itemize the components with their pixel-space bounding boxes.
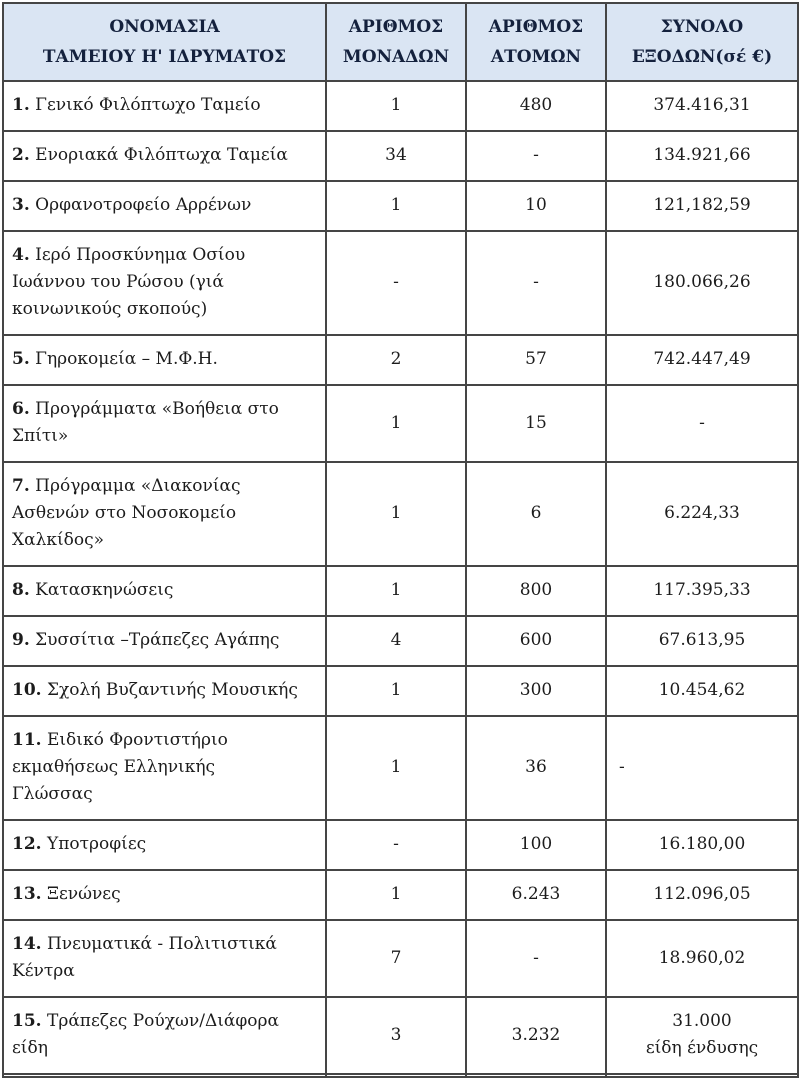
row-number: 4. [12,245,30,265]
units-cell: 1 [326,385,466,462]
table-row [3,231,798,335]
fund-name: Συσσίτια –Τράπεζες Αγάπης [35,630,280,650]
row-number: 7. [12,476,30,496]
fund-name: Γηροκομεία – Μ.Φ.Η. [35,349,218,369]
persons-cell: 6 [466,462,606,566]
persons-cell: 480 [466,81,606,131]
units-cell: 1 [326,716,466,820]
row-number: 15. [12,1011,42,1031]
fund-name: Ξενώνες [46,884,121,904]
units-cell: 2 [326,335,466,385]
units-cell: 1 [326,566,466,616]
row-number: 12. [12,834,42,854]
expenses-cell: - [606,385,798,462]
units-cell: 1 [326,81,466,131]
expenses-cell: 67.613,95 [606,616,798,666]
persons-cell: - [466,231,606,335]
fund-name: Ιερό Προσκύνημα Οσίου Ιωάννου του Ρώσου (γιά κοινωνικούς σκοπούς) [12,245,246,319]
fund-name: Προγράμματα «Βοήθεια στο Σπίτι» [12,399,279,446]
persons-cell: 300 [466,666,606,716]
header-fund-name [3,3,326,81]
fund-name: Ορφανοτροφείο Αρρένων [35,195,252,215]
table-row-partial [3,1074,798,1077]
row-number: 11. [12,730,42,750]
row-number: 1. [12,95,30,115]
fund-name-cell [3,231,326,335]
units-cell: 1 [326,870,466,920]
fund-name-cell [3,462,326,566]
header-row [3,3,798,81]
row-number: 6. [12,399,30,419]
table-row [3,335,798,385]
header-persons [466,3,606,81]
fund-name-cell [3,181,326,231]
expenses-cell: 374.416,31 [606,81,798,131]
fund-name-cell [3,870,326,920]
table-row [3,920,798,997]
fund-name-cell [3,131,326,181]
row-number: 9. [12,630,30,650]
expenses-cell: 121,182,59 [606,181,798,231]
units-cell: 1 [326,666,466,716]
fund-name: Σχολή Βυζαντινής Μουσικής [46,680,298,700]
table-row [3,997,798,1074]
header-units [326,3,466,81]
header-units-label: ΑΡΙΘΜΟΣ ΜΟΝΑΔΩΝ [342,17,450,67]
header-expenses-label: ΣΥΝΟΛΟ ΕΞΟΔΩΝ(σέ €) [631,17,773,67]
units-cell: 1 [326,462,466,566]
table-row [3,716,798,820]
header-persons-label: ΑΡΙΘΜΟΣ ΑΤΟΜΩΝ [488,17,584,67]
row-number: 8. [12,580,30,600]
expenses-cell: 31.000 είδη ένδυσης [606,997,798,1074]
persons-cell: 100 [466,820,606,870]
fund-name-cell [3,335,326,385]
units-cell: 1 [326,181,466,231]
fund-name: Πνευματικά - Πολιτιστικά Κέντρα [12,934,277,981]
table-row [3,566,798,616]
table-row [3,870,798,920]
fund-name-cell [3,820,326,870]
empty-cell [606,1074,798,1077]
expenses-cell: 6.224,33 [606,462,798,566]
fund-name: Ενοριακά Φιλόπτωχα Ταμεία [35,145,288,165]
expenses-cell: 112.096,05 [606,870,798,920]
fund-name-cell [3,385,326,462]
persons-cell: 6.243 [466,870,606,920]
table-row [3,462,798,566]
row-number: 13. [12,884,42,904]
fund-name-cell [3,616,326,666]
row-number: 10. [12,680,42,700]
persons-cell: 800 [466,566,606,616]
header-expenses [606,3,798,81]
row-number: 14. [12,934,42,954]
expenses-cell: 117.395,33 [606,566,798,616]
persons-cell: 3.232 [466,997,606,1074]
header-fund-name-label: ΟΝΟΜΑΣΙΑ ΤΑΜΕΙΟΥ Η' ΙΔΡΥΜΑΤΟΣ [42,17,287,67]
expenses-cell: 10.454,62 [606,666,798,716]
persons-cell: 10 [466,181,606,231]
expenses-cell: 742.447,49 [606,335,798,385]
fund-name: Ειδικό Φροντιστήριο εκμαθήσεως Ελληνικής Γλώσσας [12,730,228,804]
row-number: 2. [12,145,30,165]
fund-name: Τράπεζες Ρούχων/Διάφορα είδη [12,1011,279,1058]
fund-name-cell [3,566,326,616]
persons-cell: - [466,131,606,181]
units-cell: 34 [326,131,466,181]
fund-name-cell [3,997,326,1074]
fund-expenses-table [2,2,799,1078]
row-number: 3. [12,195,30,215]
expenses-cell: 16.180,00 [606,820,798,870]
empty-cell [326,1074,466,1077]
table-row [3,820,798,870]
fund-name-cell [3,81,326,131]
units-cell: - [326,820,466,870]
fund-name: Κατασκηνώσεις [35,580,174,600]
fund-name-cell [3,666,326,716]
table-row [3,666,798,716]
units-cell: 7 [326,920,466,997]
expenses-cell: 18.960,02 [606,920,798,997]
fund-name: Πρόγραμμα «Διακονίας Ασθενών στο Νοσοκομείο Χαλκίδος» [12,476,241,550]
fund-name: Υποτροφίες [46,834,147,854]
empty-cell [3,1074,326,1077]
expenses-cell: - [606,716,798,820]
table-row [3,616,798,666]
persons-cell: 15 [466,385,606,462]
table-row [3,385,798,462]
units-cell: 3 [326,997,466,1074]
persons-cell: 36 [466,716,606,820]
fund-name-cell [3,716,326,820]
table-row [3,131,798,181]
fund-name: Γενικό Φιλόπτωχο Ταμείο [35,95,261,115]
table-row [3,181,798,231]
expenses-cell: 134.921,66 [606,131,798,181]
table-row [3,81,798,131]
units-cell: 4 [326,616,466,666]
fund-name-cell [3,920,326,997]
expenses-cell: 180.066,26 [606,231,798,335]
persons-cell: 57 [466,335,606,385]
persons-cell: - [466,920,606,997]
persons-cell: 600 [466,616,606,666]
units-cell: - [326,231,466,335]
row-number: 5. [12,349,30,369]
empty-cell [466,1074,606,1077]
